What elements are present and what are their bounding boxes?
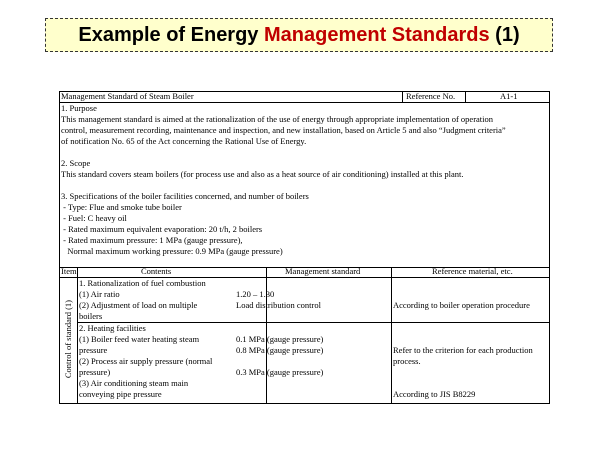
purpose-line: This management standard is aimed at the rationalization of the use of energy through appropriate implementation of operation [61,114,494,124]
specs-heading: 3. Specifications of the boiler facilities concerned, and number of boilers [61,191,309,201]
contents-line: pressure) [79,367,111,377]
scope-line: This standard covers steam boilers (for process use and also as a heat source of air conditioning) installed at this plant. [61,169,464,179]
header-management-standard: Management standard [285,266,361,276]
purpose-line: of notification No. 65 of the Act concerning the Rational Use of Energy. [61,136,307,146]
standard-line: 0.8 MPa (gauge pressure) [236,345,324,355]
title-prefix: Example of Energy [78,23,264,46]
document-body [61,103,547,257]
contents-line: conveying pipe pressure [79,389,162,399]
reference-value: A1-1 [500,91,518,101]
title-highlight: Management Standards [264,23,490,46]
header-reference: Reference material, etc. [432,266,513,276]
contents-line: boilers [79,311,103,321]
reference-line: Refer to the criterion for each production [393,345,533,355]
spec-line: - Rated maximum equivalent evaporation: 20 t/h, 2 boilers [61,224,263,234]
contents-line: (2) Process air supply pressure (normal [79,356,213,366]
header-item: Item [61,266,77,276]
contents-line: 1. Rationalization of fuel combustion [79,278,206,288]
title-suffix: (1) [489,23,520,46]
group2-reference [393,345,548,400]
group1-reference: According to boiler operation procedure [393,300,530,310]
scope-heading: 2. Scope [61,158,91,168]
contents-line: 2. Heating facilities [79,323,146,333]
contents-line: (1) Air ratio [79,289,120,299]
item-label: Control of standard (1) [63,300,73,379]
reference-line: According to JIS B8229 [393,389,476,399]
standard-document [59,91,550,404]
header-contents: Contents [141,266,172,276]
spec-line: - Type: Flue and smoke tube boiler [61,202,182,212]
purpose-line: control, measurement recording, maintenance and inspection, and new installation, based on Article 5 and also “Judgment criteria” [61,125,506,135]
standard-line: Load distribution control [236,300,321,310]
contents-line: (1) Boiler feed water heating steam [79,334,200,344]
reference-line: process. [393,356,421,366]
standard-line: 0.3 MPa (gauge pressure) [236,367,324,377]
document-name: Management Standard of Steam Boiler [61,91,194,101]
spec-line: - Fuel: C heavy oil [61,213,127,223]
group1-standard [236,289,356,311]
contents-line: pressure [79,345,108,355]
standard-line: 1.20 – 1.30 [236,289,275,299]
document-header [60,92,549,103]
standard-line: 0.1 MPa (gauge pressure) [236,334,324,344]
purpose-heading: 1. Purpose [61,103,97,113]
contents-line: (2) Adjustment of load on multiple [79,300,198,310]
slide-title [45,18,553,52]
contents-line: (3) Air conditioning steam main [79,378,189,388]
group2-standard [236,334,386,378]
spec-line: - Rated maximum pressure: 1 MPa (gauge pressure), [61,235,243,245]
spec-line: Normal maximum working pressure: 0.9 MPa (gauge pressure) [61,246,283,256]
reference-label: Reference No. [406,91,456,101]
